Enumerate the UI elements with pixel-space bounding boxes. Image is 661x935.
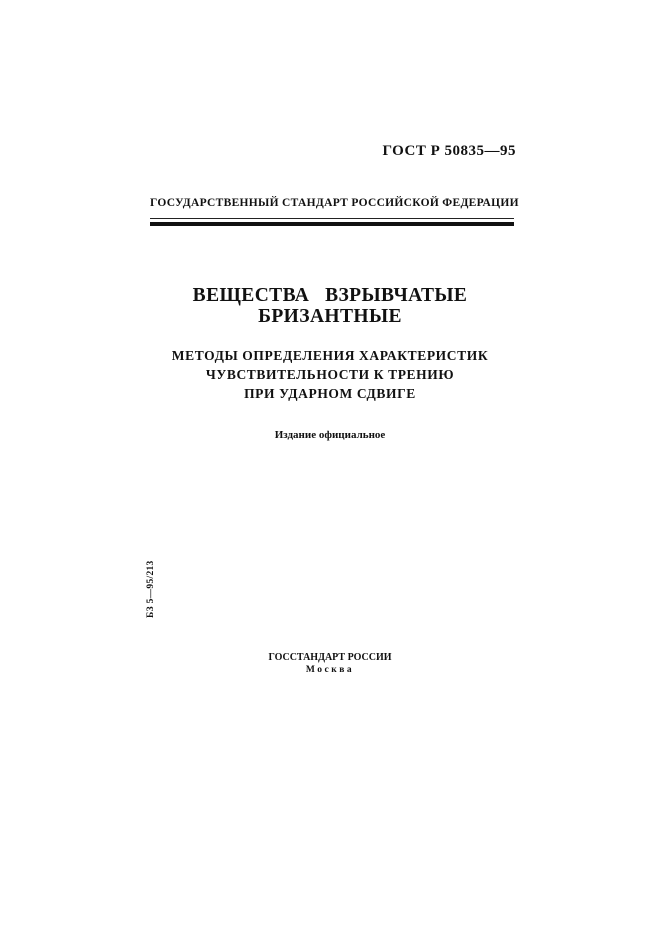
subtitle-line: МЕТОДЫ ОПРЕДЕЛЕНИЯ ХАРАКТЕРИСТИК	[171, 348, 489, 363]
publisher-city: Москва	[305, 665, 355, 675]
header-title: ГОСУДАРСТВЕННЫЙ СТАНДАРТ РОССИЙСКОЙ ФЕДЕРАЦИИ	[150, 197, 519, 209]
subtitle-line: ПРИ УДАРНОМ СДВИГЕ	[244, 386, 416, 401]
edition-note: Издание официальное	[274, 429, 386, 441]
subtitle	[130, 346, 530, 403]
main-title-line: БРИЗАНТНЫЕ	[258, 306, 402, 327]
publisher-name: ГОССТАНДАРТ РОССИИ	[268, 652, 392, 663]
header-rule-thick	[150, 222, 514, 226]
header-rule-thin	[150, 218, 514, 219]
publisher-block	[230, 651, 430, 677]
subtitle-line: ЧУВСТВИТЕЛЬНОСТИ К ТРЕНИЮ	[205, 367, 455, 382]
side-code: БЗ 5—95/213	[146, 560, 156, 618]
main-title-line: ВЕЩЕСТВА ВЗРЫВЧАТЫЕ	[192, 285, 468, 306]
standard-number: ГОСТ Р 50835—95	[382, 143, 516, 159]
main-title	[130, 285, 530, 327]
